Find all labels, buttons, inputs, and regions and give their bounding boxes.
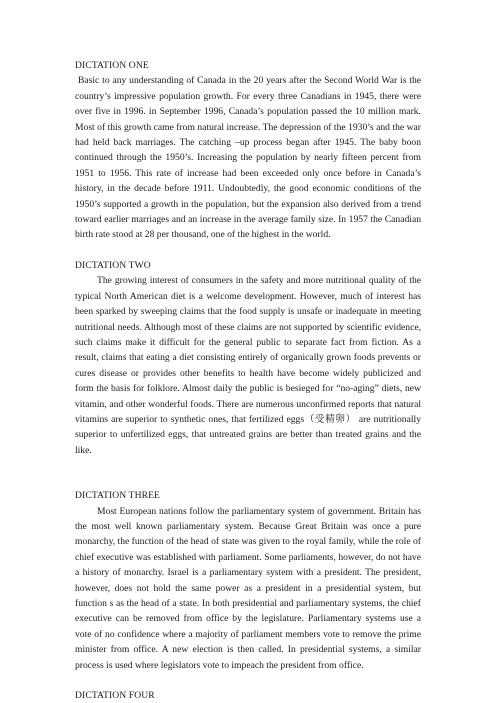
section-spacer <box>75 673 421 688</box>
section-title: DICTATION TWO <box>75 259 151 271</box>
section-dictation-four <box>75 688 421 703</box>
section-dictation-three <box>75 488 421 673</box>
section-dictation-one <box>75 58 421 243</box>
section-dictation-two <box>75 258 421 458</box>
section-body: Basic to any understanding of Canada in the 20 years after the Second World War is the country’s impressive population growth. For every three Canadians in 1945, there were over five in 1996. in September 1996, Canada’s population passed the 10 million mark. Most of this growth came from natural increase. The depression of the 1930’s and the war had held back marriages. The catching –up process began after 1945. The baby boon continued through the 1950’s. Increasing the population by nearly fifteen percent from 1951 to 1956. This rate of increase had been exceeded only once before in Canada’s history, in the decade before 1911. Undoubtedly, the good economic conditions of the 1950’s supported a growth in the population, but the expansion also derived from a trend toward earlier marriages and an increase in the average family size. In 1957 the Canadian birth rate stood at 28 per thousand, one of the highest in the world. <box>75 75 421 241</box>
section-body: Most European nations follow the parliamentary system of government. Britain has the most well known parliamentary system. Because Great Britain was once a pure monarchy, the function of the head of state was given to the royal family, while the role of chief executive was established with parliament. Some parliaments, however, do not have a history of monarchy. Israel is a parliamentary system with a president. The president, however, does not hold the same power as a president in a presidential system, but function s as the head of a state. In both presidential and parliamentary systems, the chief executive can be removed from office by the legislature. Parliamentary systems use a vote of no confidence where a majority of parliament members vote to remove the prime minister from office. A new election is then called. In presidential systems, a similar process is used where legislators vote to impeach the president from office. <box>75 505 421 671</box>
section-spacer <box>75 243 421 258</box>
section-spacer <box>75 458 421 488</box>
section-title: DICTATION ONE <box>75 60 149 71</box>
section-title: DICTATION THREE <box>75 490 161 502</box>
section-title: DICTATION FOUR <box>75 690 155 702</box>
section-body: The growing interest of consumers in the safety and more nutritional quality of the typical North American diet is a welcome development. However, much of interest has been sparked by sweeping claims that the food supply is unsafe or inadequate in meeting nutritional needs. Although most of these claims are not supported by scientific evidence, such claims make it difficult for the general public to separate fact from fiction. As a result, claims that eating a diet consisting entirely of organically grown foods prevents or cures disease or provides other benefits to health have become widely publicized and form the basis for folklore. Almost daily the public is besieged for “no-aging” diets, new vitamin, and other wonderful foods. There are numerous unconfirmed reports that natural vitamins are superior to synthetic ones, that fertilized eggs（受精卵） are nutritionally superior to unfertilized eggs, that untreated grains are better than treated grains and the like. <box>75 275 421 456</box>
document-page <box>75 58 421 703</box>
